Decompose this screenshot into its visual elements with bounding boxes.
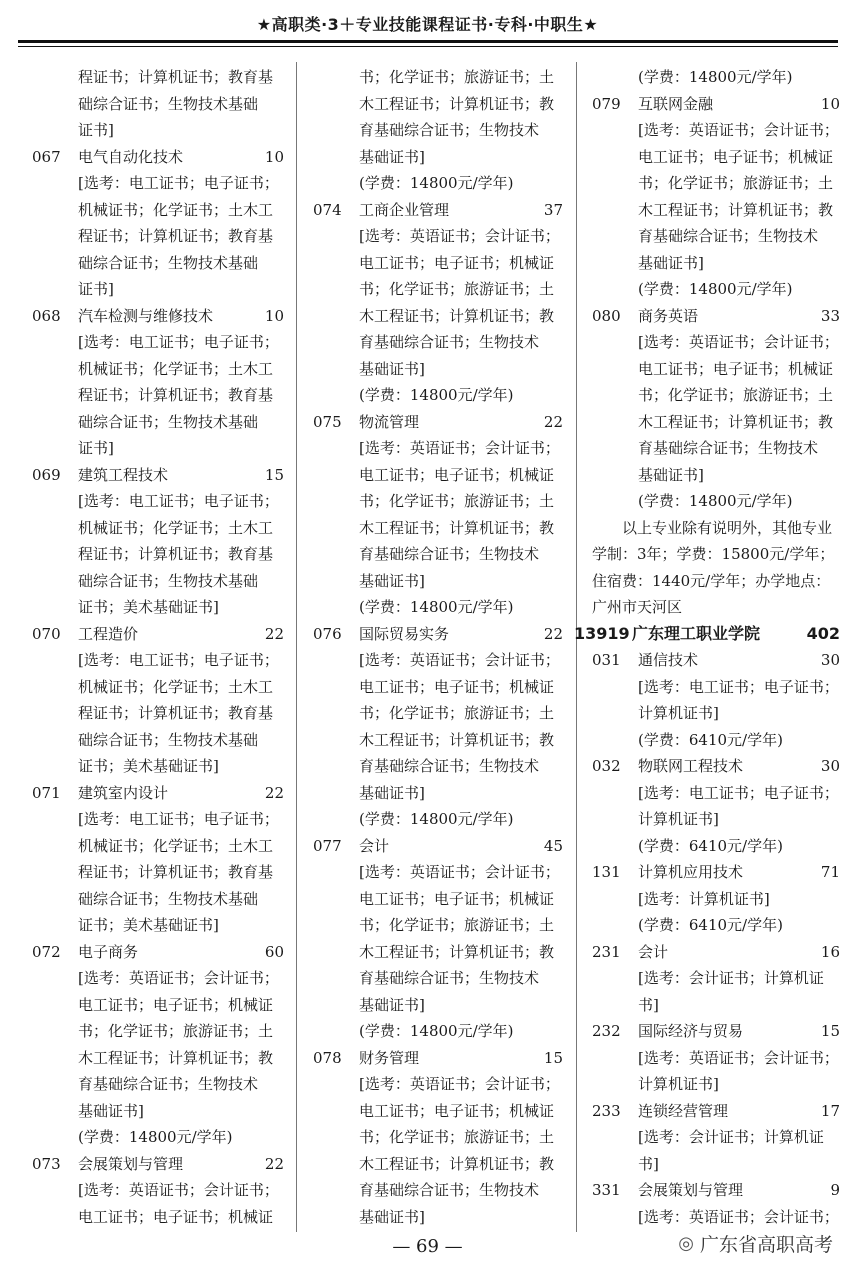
entry-text-line: (学费：14800元/学年) [359, 1022, 514, 1040]
column-3 [574, 64, 840, 1230]
entry-text-line: 电工证书；电子证书；机械证 [359, 677, 555, 696]
entry-text-line: 书；化学证书；旅游证书；土 [638, 174, 834, 192]
program-entry [32, 939, 284, 966]
entry-text-line: 育基础综合证书；生物技术 [638, 439, 819, 457]
program-name: 国际经济与贸易 [638, 1022, 744, 1040]
program-quota: 45 [543, 836, 563, 855]
program-quota: 33 [820, 306, 840, 325]
entry-text-line: [选考：会计证书；计算机证 [638, 969, 824, 987]
entry-text-line: (学费：14800元/学年) [78, 1128, 233, 1146]
entry-text-line: [选考：英语证书；会计证书； [638, 333, 839, 351]
entry-text-line: 育基础综合证书；生物技术 [78, 1075, 259, 1093]
program-name: 工程造价 [78, 624, 139, 643]
program-quota: 16 [820, 942, 840, 961]
program-entry [32, 303, 284, 330]
program-entry [592, 1018, 840, 1045]
entry-text-line: 育基础综合证书；生物技术 [359, 333, 540, 351]
entry-text-line: 电工证书；电子证书；机械证 [78, 995, 274, 1014]
entry-text-line: 木工程证书；计算机证书；教 [359, 942, 555, 961]
program-quota: 9 [830, 1181, 840, 1199]
entry-text-line: 础综合证书；生物技术基础 [78, 253, 259, 272]
entry-text-line: (学费：6410元/学年) [638, 730, 783, 749]
program-name: 会计 [638, 942, 669, 961]
entry-text-line: 育基础综合证书；生物技术 [359, 121, 540, 139]
program-name: 会计 [359, 836, 390, 855]
program-entry [592, 859, 840, 886]
entry-text-line: 机械证书；化学证书；土木工 [78, 359, 274, 378]
column-divider-1 [296, 62, 297, 1232]
entry-text-line: (学费：14800元/学年) [359, 174, 514, 192]
program-code: 076 [313, 624, 342, 643]
entry-text-line: 证书] [78, 121, 114, 139]
college-entry [574, 621, 840, 648]
entry-text-line: 书；化学证书；旅游证书；土 [359, 916, 555, 934]
column-1 [32, 64, 284, 1230]
entry-text-line: 电工证书；电子证书；机械证 [78, 1207, 274, 1226]
entry-text-line: (学费：14800元/学年) [359, 386, 514, 404]
entry-text-line: 基础证书] [359, 571, 425, 590]
program-quota: 37 [543, 200, 563, 219]
program-quota: 71 [820, 863, 840, 881]
entry-text-line: 机械证书；化学证书；土木工 [78, 677, 274, 696]
program-code: 079 [592, 94, 621, 113]
entry-text-line: (学费：14800元/学年) [638, 68, 793, 86]
program-entry [592, 1098, 840, 1125]
program-quota: 60 [264, 942, 284, 961]
program-quota: 22 [543, 412, 563, 431]
program-code: 080 [592, 306, 621, 325]
program-quota: 15 [543, 1048, 563, 1067]
entry-text-line: 书；化学证书；旅游证书；土 [638, 386, 834, 404]
entry-text-line: [选考：电工证书；电子证书； [638, 677, 839, 696]
watermark [678, 1230, 833, 1257]
entry-text-line: 电工证书；电子证书；机械证 [638, 359, 834, 378]
entry-text-line: 基础证书] [638, 465, 704, 484]
program-name: 通信技术 [638, 651, 699, 669]
program-name: 会展策划与管理 [638, 1181, 744, 1199]
program-name: 财务管理 [359, 1048, 420, 1067]
program-code: 072 [32, 942, 61, 961]
program-name: 建筑工程技术 [78, 465, 169, 484]
program-code: 070 [32, 624, 61, 643]
program-quota: 10 [264, 147, 284, 166]
entry-text-line: 程证书；计算机证书；教育基 [78, 227, 274, 245]
column-2 [313, 64, 563, 1230]
entry-text-line: 证书；美术基础证书] [78, 757, 219, 775]
entry-text-line: (学费：14800元/学年) [359, 598, 514, 616]
program-code: 067 [32, 147, 61, 166]
program-code: 075 [313, 412, 342, 431]
entry-text-line: 机械证书；化学证书；土木工 [78, 836, 274, 855]
entry-text-line: 木工程证书；计算机证书；教 [638, 200, 834, 219]
program-quota: 15 [264, 465, 284, 484]
entry-text-line: 基础证书] [359, 783, 425, 802]
entry-text-line: [选考：电工证书；电子证书； [78, 651, 279, 669]
entry-text-line: 计算机证书] [638, 1075, 719, 1093]
entry-text-line: 础综合证书；生物技术基础 [78, 889, 259, 908]
entry-text-line: 书；化学证书；旅游证书；土 [359, 704, 555, 722]
program-code: 069 [32, 465, 61, 484]
program-entry [313, 197, 563, 224]
entry-text-line: 育基础综合证书；生物技术 [359, 757, 540, 775]
program-name: 汽车检测与维修技术 [78, 306, 214, 325]
program-entry [313, 409, 563, 436]
program-entry [592, 91, 840, 118]
entry-text-line: 计算机证书] [638, 704, 719, 722]
program-entry [313, 1045, 563, 1072]
program-entry [313, 621, 563, 648]
entry-text-line: 基础证书] [359, 995, 425, 1014]
entry-text-line: 电工证书；电子证书；机械证 [359, 253, 555, 272]
program-entry [32, 621, 284, 648]
entry-text-line: 书；化学证书；旅游证书；土 [78, 1022, 274, 1040]
entry-text-line: 基础证书] [359, 147, 425, 166]
program-code: 233 [592, 1101, 621, 1120]
entry-text-line: 础综合证书；生物技术基础 [78, 730, 259, 749]
program-quota: 30 [820, 651, 840, 669]
entry-text-line: 础综合证书；生物技术基础 [78, 412, 259, 431]
program-code: 078 [313, 1048, 342, 1067]
program-code: 074 [313, 200, 342, 219]
program-name: 国际贸易实务 [359, 624, 450, 643]
entry-text-line: 电工证书；电子证书；机械证 [359, 1101, 555, 1120]
college-code: 13919 [574, 623, 630, 643]
entry-text-line: [选考：电工证书；电子证书； [78, 492, 279, 510]
entry-text-line: 程证书；计算机证书；教育基 [78, 68, 274, 86]
entry-text-line: 程证书；计算机证书；教育基 [78, 545, 274, 563]
entry-text-line: 书；化学证书；旅游证书；土 [359, 280, 555, 298]
entry-text-line: 书] [638, 995, 659, 1014]
entry-text-line: 木工程证书；计算机证书；教 [78, 1048, 274, 1067]
entry-text-line: [选考：英语证书；会计证书； [359, 227, 560, 245]
entry-text-line: 书；化学证书；旅游证书；土 [359, 1128, 555, 1146]
entry-text-line: 木工程证书；计算机证书；教 [359, 518, 555, 537]
program-code: 231 [592, 942, 621, 961]
program-entry [313, 833, 563, 860]
entry-text-line: 机械证书；化学证书；土木工 [78, 518, 274, 537]
program-code: 071 [32, 783, 61, 802]
program-code: 068 [32, 306, 61, 325]
entry-text-line: 机械证书；化学证书；土木工 [78, 200, 274, 219]
program-name: 电子商务 [78, 942, 139, 961]
entry-text-line: (学费：6410元/学年) [638, 836, 783, 855]
program-name: 物流管理 [359, 412, 420, 431]
program-code: 232 [592, 1022, 621, 1040]
wechat-icon: ◎ [678, 1233, 694, 1254]
program-code: 031 [592, 651, 621, 669]
note-paragraph: 以上专业除有说明外，其他专业学制：3年；学费：15800元/学年；住宿费：1440元/学年；办学地点：广州市天河区 [592, 518, 835, 616]
entry-text-line: 育基础综合证书；生物技术 [359, 545, 540, 563]
college-name: 广东理工职业学院 [632, 623, 761, 643]
program-code: 131 [592, 863, 621, 881]
entry-text-line: [选考：英语证书；会计证书； [359, 439, 560, 457]
program-entry [32, 462, 284, 489]
entry-text-line: [选考：英语证书；会计证书； [78, 969, 279, 987]
program-code: 032 [592, 757, 621, 775]
column-divider-2 [576, 62, 577, 1232]
entry-text-line: 证书] [78, 439, 114, 457]
entry-text-line: [选考：电工证书；电子证书； [78, 333, 279, 351]
entry-text-line: [选考：英语证书；会计证书； [359, 863, 560, 881]
entry-text-line: 电工证书；电子证书；机械证 [359, 465, 555, 484]
program-entry [32, 780, 284, 807]
program-name: 电气自动化技术 [78, 147, 184, 166]
entry-text-line: [选考：电工证书；电子证书； [638, 783, 839, 802]
program-quota: 10 [820, 94, 840, 113]
page-header: ★高职类·3＋专业技能课程证书·专科·中职生★ [256, 15, 599, 34]
program-entry [592, 939, 840, 966]
entry-text-line: 础综合证书；生物技术基础 [78, 571, 259, 590]
entry-text-line: 木工程证书；计算机证书；教 [359, 730, 555, 749]
entry-text-line: 木工程证书；计算机证书；教 [638, 412, 834, 431]
entry-text-line: (学费：14800元/学年) [638, 280, 793, 298]
entry-text-line: [选考：英语证书；会计证书； [359, 651, 560, 669]
entry-text-line: 程证书；计算机证书；教育基 [78, 704, 274, 722]
entry-text-line: [选考：英语证书；会计证书； [638, 121, 839, 139]
program-name: 连锁经营管理 [638, 1101, 729, 1120]
entry-text-line: (学费：6410元/学年) [638, 916, 783, 934]
entry-text-line: 木工程证书；计算机证书；教 [359, 1154, 555, 1173]
entry-text-line: 木工程证书；计算机证书；教 [359, 94, 555, 113]
entry-text-line: 育基础综合证书；生物技术 [638, 227, 819, 245]
college-quota: 402 [806, 623, 840, 643]
entry-text-line: 书；化学证书；旅游证书；土 [359, 68, 555, 86]
entry-text-line: [选考：英语证书；会计证书； [638, 1048, 839, 1067]
header-rule-thick [18, 40, 838, 43]
entry-text-line: 书] [638, 1154, 659, 1173]
program-quota: 17 [820, 1101, 840, 1120]
entry-text-line: 育基础综合证书；生物技术 [359, 1181, 540, 1199]
entry-text-line: [选考：英语证书；会计证书； [359, 1075, 560, 1093]
entry-text-line: [选考：电工证书；电子证书； [78, 174, 279, 192]
entry-text-line: 育基础综合证书；生物技术 [359, 969, 540, 987]
entry-text-line: 基础证书] [359, 359, 425, 378]
entry-text-line: 证书] [78, 280, 114, 298]
program-quota: 10 [264, 306, 284, 325]
entry-text-line: 基础证书] [78, 1101, 144, 1120]
program-code: 331 [592, 1181, 621, 1199]
entry-text-line: (学费：14800元/学年) [638, 492, 793, 510]
entry-text-line: [选考：英语证书；会计证书； [78, 1181, 279, 1199]
header-rule-thin [18, 46, 838, 47]
program-name: 商务英语 [638, 306, 699, 325]
program-name: 建筑室内设计 [78, 783, 169, 802]
program-entry [592, 647, 840, 674]
program-name: 互联网金融 [638, 94, 714, 113]
program-name: 会展策划与管理 [78, 1154, 184, 1173]
entry-text-line: 电工证书；电子证书；机械证 [359, 889, 555, 908]
program-entry [32, 144, 284, 171]
entry-text-line: 础综合证书；生物技术基础 [78, 94, 259, 113]
program-entry [592, 1177, 840, 1204]
entry-text-line: [选考：电工证书；电子证书； [78, 810, 279, 828]
program-quota: 30 [820, 757, 840, 775]
program-code: 073 [32, 1154, 61, 1173]
program-name: 计算机应用技术 [638, 863, 744, 881]
entry-text-line: [选考：计算机证书] [638, 889, 770, 908]
entry-text-line: 基础证书] [359, 1207, 425, 1226]
entry-text-line: 程证书；计算机证书；教育基 [78, 386, 274, 404]
entry-text-line: [选考：英语证书；会计证书； [638, 1207, 839, 1226]
program-quota: 22 [543, 624, 563, 643]
entry-text-line: 证书；美术基础证书] [78, 916, 219, 934]
program-quota: 22 [264, 624, 284, 643]
entry-text-line: [选考：会计证书；计算机证 [638, 1128, 824, 1146]
watermark-text: 广东省高职高考 [699, 1234, 833, 1256]
entry-text-line: 木工程证书；计算机证书；教 [359, 306, 555, 325]
program-name: 工商企业管理 [359, 200, 450, 219]
program-quota: 22 [264, 1154, 284, 1173]
entry-text-line: 电工证书；电子证书；机械证 [638, 147, 834, 166]
entry-text-line: 程证书；计算机证书；教育基 [78, 863, 274, 881]
program-entry [592, 303, 840, 330]
entry-text-line: 计算机证书] [638, 810, 719, 828]
program-code: 077 [313, 836, 342, 855]
entry-text-line: 基础证书] [638, 253, 704, 272]
program-name: 物联网工程技术 [638, 757, 744, 775]
entry-text-line: (学费：14800元/学年) [359, 810, 514, 828]
program-quota: 22 [264, 783, 284, 802]
page-number: — 69 — [392, 1236, 463, 1257]
entry-text-line: 书；化学证书；旅游证书；土 [359, 492, 555, 510]
program-entry [32, 1151, 284, 1178]
entry-text-line: 证书；美术基础证书] [78, 598, 219, 616]
program-entry [592, 753, 840, 780]
program-quota: 15 [820, 1022, 840, 1040]
